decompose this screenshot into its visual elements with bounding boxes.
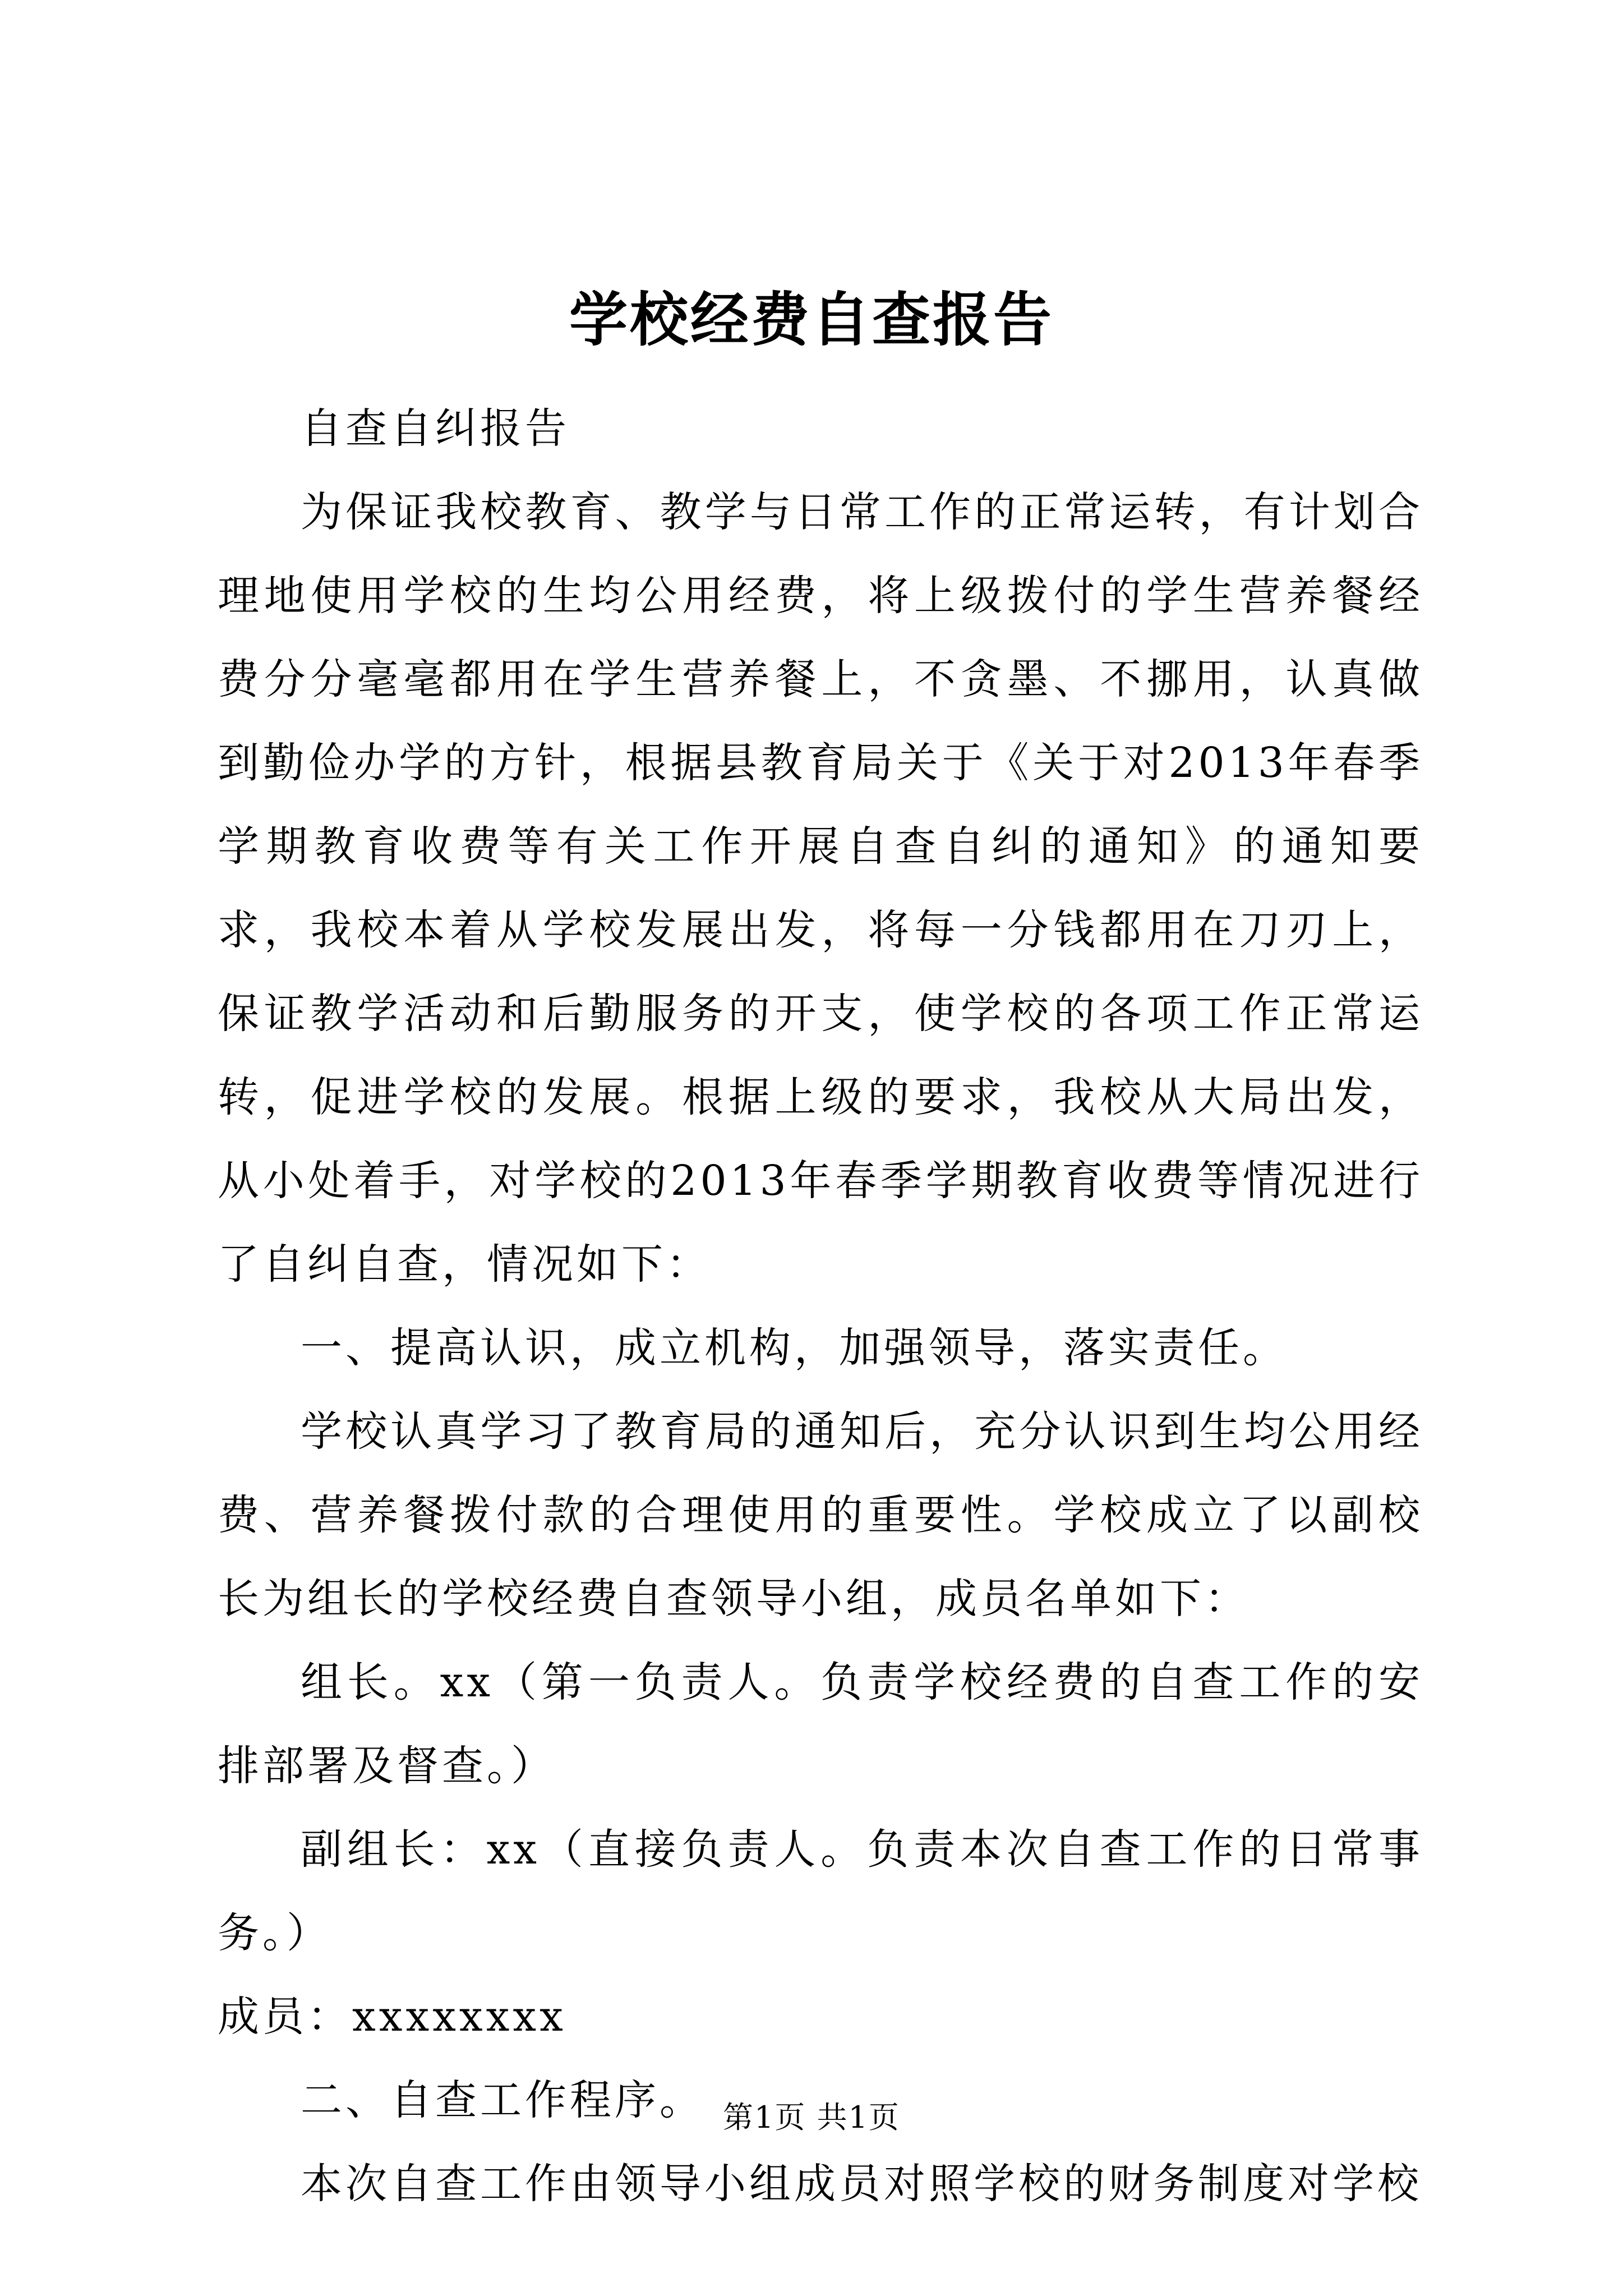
document-title: 学校经费自查报告 — [569, 285, 1054, 354]
paragraph-section-2: 本次自查工作由领导小组成员对照学校的财务制度对学校 — [301, 2160, 1422, 2208]
section-heading-2: 二、自查工作程序。 — [301, 2076, 704, 2124]
page-footer: 第1页 共1页 — [723, 2100, 900, 2135]
paragraph-deputy-leader: 副组长：xx（直接负责人。负责本次自查工作的日常事务。） — [218, 1825, 1423, 1957]
paragraph-subtitle: 自查自纠报告 — [301, 404, 570, 453]
paragraph-intro: 为保证我校教育、教学与日常工作的正常运转，有计划合理地使用学校的生均公用经费，将上级拨付的学生营养餐经费分分毫毫都用在学生营养餐上，不贪墨、不挪用，认真做到勤俭办学的方针，根据县教育局关于《关于对2013年春季学期教育收费等有关工作开展自查自纠的通知》的通知要求，我校本着从学校发展出发，将每一分钱都用在刀刃上，保证教学活动和后勤服务的开支，使学校的各项工作正常运转，促进学校的发展。根据上级的要求，我校从大局出发，从小处着手，对学校的2013年春季学期教育收费等情况进行了自纠自查，情况如下： — [218, 488, 1423, 1289]
paragraph-leader: 组长。xx（第一负责人。负责学校经费的自查工作的安排部署及督查。） — [218, 1658, 1423, 1790]
document-body — [218, 387, 1423, 2226]
section-heading-1: 一、提高认识，成立机构，加强领导，落实责任。 — [301, 1324, 1288, 1372]
paragraph-section-1: 学校认真学习了教育局的通知后，充分认识到生均公用经费、营养餐拨付款的合理使用的重要性。学校成立了以副校长为组长的学校经费自查领导小组，成员名单如下： — [218, 1407, 1423, 1623]
paragraph-members: 成员：xxxxxxxx — [218, 1993, 566, 2041]
